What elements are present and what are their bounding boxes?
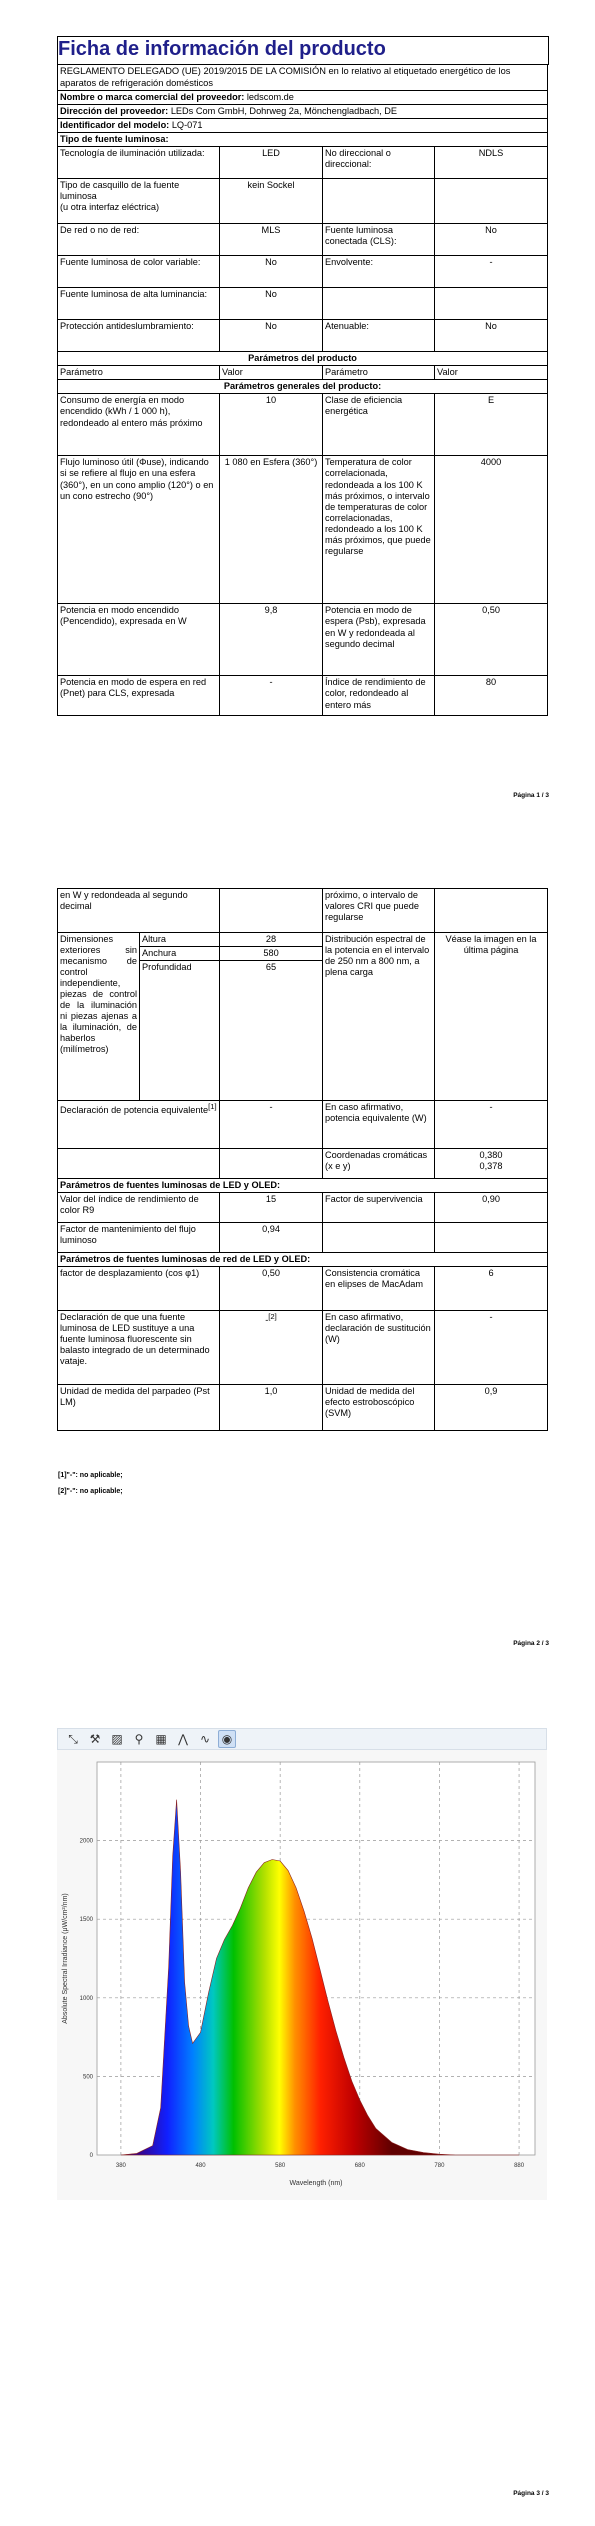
table-row: Dimensiones exteriores sin mecanismo de control independiente, piezas de control de la iluminación ni piezas ajenas a la iluminación, de haberlos (milímetros) Altura 28 Distribución espectral de la potencia en el intervalo de 250 nm a 800 nm, a plena carga Véase la imagen en la última página xyxy=(58,933,548,947)
table-row: Flujo luminoso útil (Φuse), indicando si se refiere al flujo en una esfera (360°), en un cono amplio (120°) o en un cono estrecho (90°) 1 080 en Esfera (360°) Temperatura de color correlacionada, redondeada a los 100 K más próximos, o intervalo de temperaturas de color correlacionadas, redondeado a los 100 K más próximos, que puede regularse 4000 xyxy=(58,456,548,604)
model-row: Identificador del modelo: LQ-071 xyxy=(58,119,548,133)
led-params-header: Parámetros de fuentes luminosas de LED y OLED: xyxy=(58,1179,548,1193)
chart-area xyxy=(57,1750,547,2200)
address-value: LEDs Com GmbH, Dohrweg 2a, Mönchengladbach, DE xyxy=(170,106,398,117)
table-row: Potencia en modo encendido (Pencendido), expresada en W 9,8 Potencia en modo de espera (Psb), expresada en W y redondeada al segundo decimal 0,50 xyxy=(58,604,548,676)
dimensions-label: Dimensiones exteriores sin mecanismo de control independiente, piezas de control de la iluminación ni piezas ajenas a la iluminación, de haberlos (milímetros) xyxy=(58,933,140,1101)
table-row: Declaración de potencia equivalente[1] - En caso afirmativo, potencia equivalente (W) - xyxy=(58,1101,548,1149)
table-row: Coordenadas cromáticas (x e y) 0,380 0,378 xyxy=(58,1149,548,1179)
column-header-row: Parámetro Valor Parámetro Valor xyxy=(58,366,548,380)
table-row: factor de desplazamiento (cos φ1) 0,50 Consistencia cromática en elipses de MacAdam 6 xyxy=(58,1267,548,1311)
table-row: Unidad de medida del parpadeo (Pst LM) 1,0 Unidad de medida del efecto estroboscópico (SVM) 0,9 xyxy=(58,1385,548,1431)
table-row: De red o no de red: MLS Fuente luminosa conectada (CLS): No xyxy=(58,224,548,256)
address-row: Dirección del proveedor: LEDs Com GmbH, Dohrweg 2a, Mönchengladbach, DE xyxy=(58,105,548,119)
product-params-header: Parámetros del producto xyxy=(58,352,548,366)
x-tick-label: 680 xyxy=(354,2163,365,2169)
supplier-value: ledscom.de xyxy=(246,92,294,103)
tools-icon[interactable]: ⚒ xyxy=(89,1732,101,1746)
light-source-type-header: Tipo de fuente luminosa: xyxy=(58,133,548,147)
y-tick-label: 1500 xyxy=(79,1917,93,1924)
table-row: Factor de mantenimiento del flujo luminoso 0,94 xyxy=(58,1223,548,1253)
product-info-table-continued xyxy=(57,888,548,1431)
x-tick-label: 780 xyxy=(434,2163,445,2169)
footnote-1: [1]"-": no aplicable; xyxy=(58,1472,123,1479)
table-row: Anchura 580 xyxy=(58,947,548,961)
spectral-distribution-value: Véase la imagen en la última página xyxy=(435,933,548,1101)
table-row: Valor del índice de rendimiento de color R9 15 Factor de supervivencia 0,90 xyxy=(58,1193,548,1223)
image-icon[interactable]: ▨ xyxy=(111,1732,123,1746)
page-1 xyxy=(0,0,595,810)
spectrum-icon[interactable]: ⋀ xyxy=(178,1732,188,1746)
footnote-2: [2]"-": no aplicable; xyxy=(58,1488,123,1495)
document-title: Ficha de información del producto xyxy=(58,38,386,60)
x-tick-label: 880 xyxy=(514,2163,525,2169)
x-tick-label: 380 xyxy=(115,2163,126,2169)
general-params-header: Parámetros generales del producto: xyxy=(58,380,548,394)
x-tick-label: 580 xyxy=(275,2163,286,2169)
table-row: Potencia en modo de espera en red (Pnet) para CLS, expresada - Índice de rendimiento de color, redondeado al entero más 80 xyxy=(58,676,548,716)
table-row: Fuente luminosa de alta luminancia: No xyxy=(58,288,548,320)
supplier-row: Nombre o marca comercial del proveedor: ledscom.de xyxy=(58,91,548,105)
page-number: Página 1 / 3 xyxy=(513,792,549,799)
page-number: Página 3 / 3 xyxy=(513,2490,549,2497)
mains-params-header: Parámetros de fuentes luminosas de red de LED y OLED: xyxy=(58,1253,548,1267)
title-frame xyxy=(57,36,549,65)
x-axis-label: Wavelength (nm) xyxy=(289,2180,343,2187)
chart-toolbar xyxy=(57,1728,547,1750)
cursor-icon[interactable]: ⤡ xyxy=(68,1731,78,1746)
table-row: Profundidad 65 xyxy=(58,961,548,1101)
spectral-distribution-label: Distribución espectral de la potencia en el intervalo de 250 nm a 800 nm, a plena carga xyxy=(323,933,435,1101)
y-tick-label: 2000 xyxy=(79,1838,93,1845)
y-tick-label: 1000 xyxy=(79,1995,93,2002)
regulation-text: REGLAMENTO DELEGADO (UE) 2019/2015 DE LA COMISIÓN en lo relativo al etiquetado energético de los aparatos de refrigeración domésticos xyxy=(58,65,548,91)
person-icon[interactable]: ⚲ xyxy=(134,1732,144,1746)
spectrum-chart xyxy=(57,1750,547,2200)
y-tick-label: 500 xyxy=(82,2074,93,2081)
y-axis-label: Absolute Spectral Irradiance (μW/cm²/nm) xyxy=(62,1893,69,2024)
graph-icon[interactable]: ∿ xyxy=(199,1732,211,1746)
table-row: Tecnología de iluminación utilizada: LED No direccional o direccional: NDLS xyxy=(58,147,548,179)
model-value: LQ-071 xyxy=(171,120,203,131)
page-3 xyxy=(0,1710,595,2526)
lamp-icon[interactable]: ◉ xyxy=(218,1730,236,1748)
table-row: Consumo de energía en modo encendido (kWh / 1 000 h), redondeado al entero más próximo 10 Clase de eficiencia energética E xyxy=(58,394,548,456)
table-icon[interactable]: ▦ xyxy=(155,1732,167,1746)
table-row: Fuente luminosa de color variable: No Envolvente: - xyxy=(58,256,548,288)
y-tick-label: 0 xyxy=(89,2153,93,2159)
table-row: Protección antideslumbramiento: No Atenuable: No xyxy=(58,320,548,352)
table-row: Tipo de casquillo de la fuente luminosa (u otra interfaz eléctrica) kein Sockel xyxy=(58,179,548,224)
product-info-table xyxy=(57,64,548,716)
table-row: Declaración de que una fuente luminosa de LED sustituye a una fuente luminosa fluorescente sin balasto integrado de un determinado vataje. -[2] En caso afirmativo, declaración de sustitución (W) - xyxy=(58,1311,548,1385)
table-row: en W y redondeada al segundo decimal próximo, o intervalo de valores CRI que puede regularse xyxy=(58,889,548,933)
page-2 xyxy=(0,870,595,1660)
x-tick-label: 480 xyxy=(195,2163,206,2169)
page-number: Página 2 / 3 xyxy=(513,1640,549,1647)
